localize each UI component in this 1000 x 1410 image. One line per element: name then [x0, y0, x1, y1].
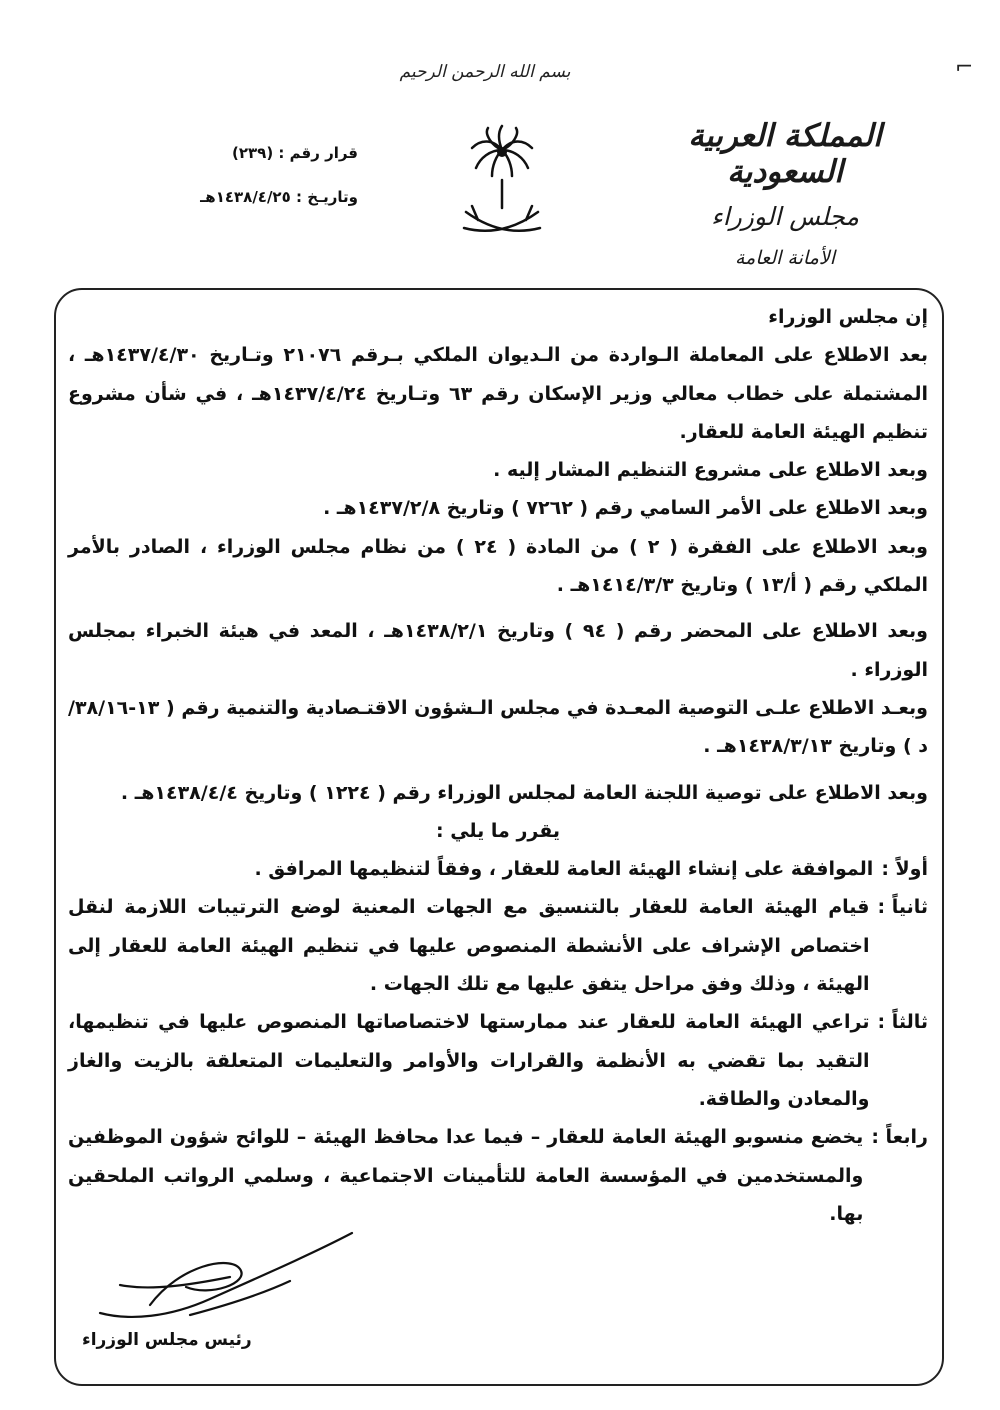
clause-2-key: ثانياً :: [877, 896, 928, 919]
paragraph-4: وبعد الاطلاع على الفقرة ( ٢ ) من المادة ( ٢٤ ) من نظام مجلس الوزراء ، الصادر بالأمر الملكي رقم ( أ/١٣ ) وتاريخ ١٤١٤/٣/٣هـ .: [68, 535, 928, 597]
paragraph-7: وبعد الاطلاع على توصية اللجنة العامة لمجلس الوزراء رقم ( ١٢٢٤ ) وتاريخ ١٤٣٨/٤/٤هـ .: [120, 781, 928, 804]
council-name: مجلس الوزراء: [711, 202, 859, 231]
decision-body: [68, 298, 928, 1233]
clause-3-key: ثالثاً :: [877, 1011, 928, 1034]
secretariat-name: الأمانة العامة: [735, 247, 835, 269]
clause-3-text: تراعي الهيئة العامة للعقار عند ممارستها لاختصاصاتها المنصوص عليها في تنظيمها، التقيد بما تقضي به الأنظمة والقرارات والأوامر والتعليمات المتعلقة بالزيت والغاز والمعادن والطاقة.: [68, 1011, 870, 1110]
clause-1-text: الموافقة على إنشاء الهيئة العامة للعقار ، وفقاً لتنظيمها المرافق .: [254, 858, 874, 881]
paragraph-5: وبعد الاطلاع على المحضر رقم ( ٩٤ ) وتاريخ ١٤٣٨/٢/١هـ ، المعد في هيئة الخبراء بمجلس الوزراء .: [68, 620, 928, 681]
signatory-title: رئيس مجلس الوزراء: [82, 1330, 252, 1350]
kingdom-name: المملكة العربية السعودية: [688, 118, 882, 190]
clause-3: [68, 1003, 928, 1118]
decision-date: وتاريـخ : ١٤٣٨/٤/٢٥هـ: [200, 188, 358, 206]
letterhead: [635, 118, 935, 269]
clause-4-key: رابعاً :: [871, 1126, 928, 1149]
paragraph-1: بعد الاطلاع على المعاملة الـواردة من الـديوان الملكي بـرقم ٢١٠٧٦ وتـاريخ ١٤٣٧/٤/٣٠هـ ، المشتملة على خطاب معالي وزير الإسكان رقم ٦٣ وتـاريخ ١٤٣٧/٤/٢٤هـ ، في شأن مشروع تنظيم الهيئة العامة للعقار.: [68, 344, 928, 443]
paragraph-3: وبعد الاطلاع على الأمر السامي رقم ( ٧٢٦٢ ) وتاريخ ١٤٣٧/٢/٨هـ .: [323, 497, 928, 520]
clause-2: [68, 888, 928, 1003]
clause-1-key: أولاً :: [881, 858, 928, 881]
paragraph-6: وبعـد الاطلاع علـى التوصية المعـدة في مجلس الـشؤون الاقتـصادية والتنمية رقم ( ١٣-٣٨/١٦/د ) وتاريخ ١٤٣٨/٣/١٣هـ .: [68, 696, 928, 758]
signature-image: [90, 1225, 370, 1335]
opening-line: إن مجلس الوزراء: [768, 306, 928, 328]
paragraph-2: وبعد الاطلاع على مشروع التنظيم المشار إليه .: [493, 459, 928, 482]
decides-heading: يقرر ما يلي :: [435, 819, 561, 842]
decision-reference: [118, 142, 358, 230]
clause-4-text: يخضع منسوبو الهيئة العامة للعقار – فيما عدا محافظ الهيئة – للوائح شؤون الموظفين والمستخدمين في المؤسسة العامة للتأمينات الاجتماعية ، وسلمي الرواتب الملحقين بها.: [68, 1126, 864, 1225]
clause-2-text: قيام الهيئة العامة للعقار بالتنسيق مع الجهات المعنية لوضع الترتيبات اللازمة لنقل اختصاص الإشراف على الأنشطة المنصوص عليها في تنظيم الهيئة العامة للعقار إلى الهيئة ، وذلك وفق مراحل يتفق عليها مع تلك الجهات .: [68, 896, 870, 996]
corner-mark: ⌐: [955, 55, 974, 80]
palm-swords-emblem-icon: [452, 120, 552, 240]
clause-4: [68, 1118, 928, 1233]
decision-number: قرار رقم : (٢٣٩): [232, 144, 358, 162]
basmala: بسم الله الرحمن الرحيم: [399, 62, 571, 82]
clause-1: [68, 850, 928, 888]
